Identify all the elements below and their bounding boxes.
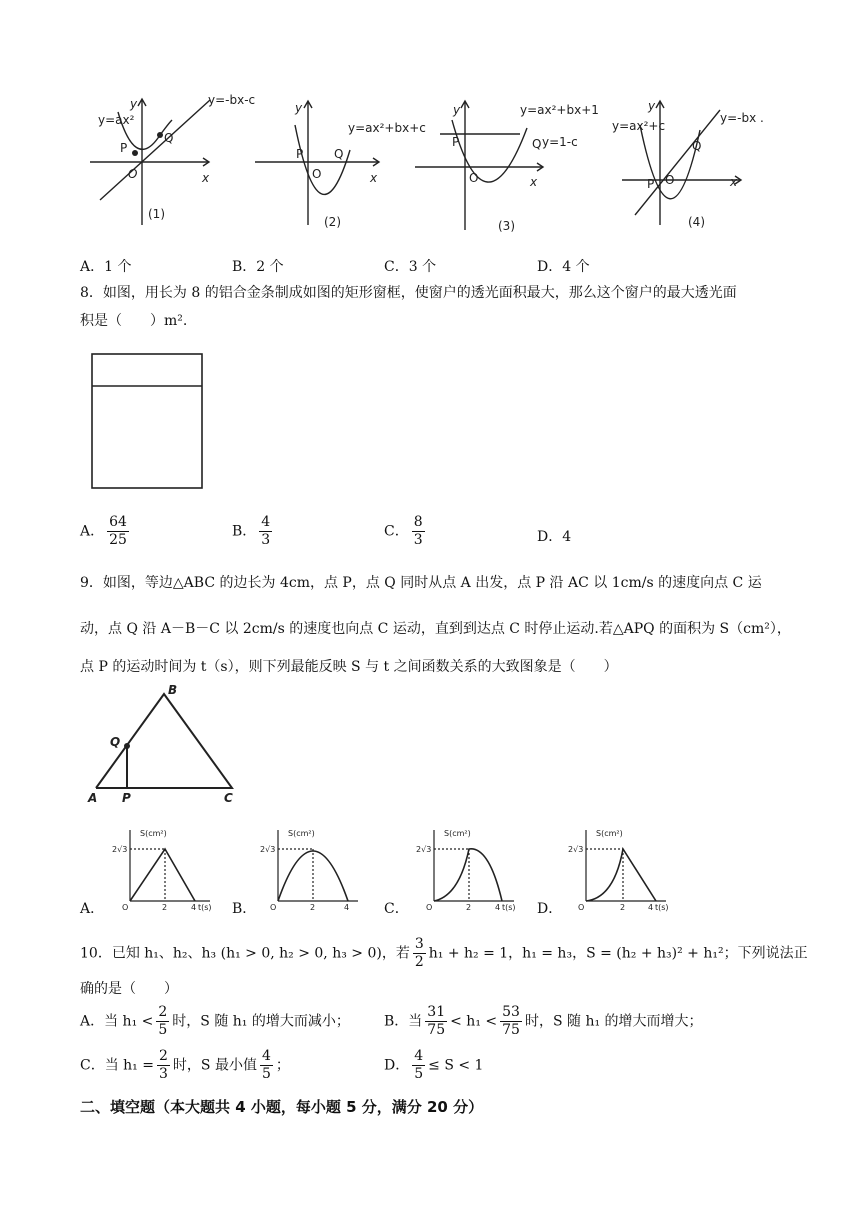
q7-g2-label: y=ax²+bx+c: [348, 121, 426, 135]
q7-g3-o: O: [469, 171, 479, 185]
gd-ytick: 2√3: [568, 845, 584, 854]
q7-g4-o: O: [665, 173, 675, 187]
gc-x4: 4: [495, 903, 501, 912]
q9-graph-d: [566, 826, 671, 916]
q7-g3-p: P: [452, 135, 460, 149]
q10-option-c: C．当 h₁ = $\frac{2}{3}$ 时，S 最小值 $\frac{4}{5}$ ；: [80, 1048, 290, 1082]
q7-option-b: B．2 个: [232, 259, 284, 275]
gc-xunit: t(s): [502, 903, 516, 912]
q7-g1-p: P: [120, 141, 128, 155]
q7-g4-label: y=ax²+c: [612, 119, 666, 133]
gd-xunit: t(s): [655, 903, 669, 912]
q9-label-p: P: [122, 791, 131, 805]
q9-line2: 动，点 Q 沿 A－B－C 以 2cm/s 的速度也向点 C 运动，直到到达点 C 时停止运动.若△APQ 的面积为 S（cm²），: [80, 621, 791, 637]
q9-line3: 点 P 的运动时间为 t（s），则下列最能反映 S 与 t 之间函数关系的大致图象是（ ）: [80, 659, 618, 675]
q7-g4-q: Q: [692, 139, 702, 153]
q9-option-c: C．: [384, 901, 409, 917]
q7-g2-q: Q: [334, 147, 344, 161]
ga-xunit: t(s): [198, 903, 212, 912]
q9-label-c: C: [224, 791, 233, 805]
q8-window-frame: [90, 352, 205, 492]
q7-g2-y: y: [295, 101, 303, 115]
gb-ytick: 2√3: [260, 845, 276, 854]
q7-g3-caption: (3): [498, 219, 515, 233]
q7-g3-label: y=ax²+bx+1: [520, 103, 599, 117]
q9-option-b: B．: [232, 901, 257, 917]
gc-ytick: 2√3: [416, 845, 432, 854]
gb-x4: 4: [344, 903, 350, 912]
q7-g1-x: x: [202, 171, 210, 185]
q7-option-d: D．4 个: [537, 259, 590, 275]
q7-g3-q: Q: [532, 137, 542, 151]
q8-option-b: B． $\frac{4}{3}$: [232, 514, 271, 548]
q7-option-a: A．1 个: [80, 259, 132, 275]
section-2-title: 二、填空题（本大题共 4 小题，每小题 5 分，满分 20 分）: [80, 1098, 484, 1116]
gc-ylabel: S(cm²): [444, 829, 471, 838]
q7-g1-line-label: y=-bx-c: [208, 93, 256, 107]
q7-option-c: C．3 个: [384, 259, 437, 275]
gb-ylabel: S(cm²): [288, 829, 315, 838]
q7-g4-x: x: [730, 175, 738, 189]
q7-g1-o: O: [128, 167, 138, 181]
q7-g2-p: P: [296, 147, 304, 161]
gc-o: O: [426, 903, 433, 912]
q7-g4-y: y: [648, 99, 656, 113]
q7-g2-o: O: [312, 167, 322, 181]
ga-x2: 2: [162, 903, 168, 912]
q9-label-b: B: [168, 683, 178, 697]
q9-graph-b: [258, 826, 363, 916]
q10-option-b: B．当 $\frac{31}{75}$ < h₁ < $\frac{53}{75}$ 时，S 随 h₁ 的增大而增大；: [384, 1004, 703, 1038]
q9-triangle: [84, 682, 244, 807]
q7-g3-y: y: [453, 103, 461, 117]
q9-line1: 9．如图，等边△ABC 的边长为 4cm，点 P，点 Q 同时从点 A 出发，点 P 沿 AC 以 1cm/s 的速度向点 C 运: [80, 575, 762, 591]
q7-g4-caption: (4): [688, 215, 705, 229]
gb-x2: 2: [310, 903, 316, 912]
q7-g4-line-label: y=-bx .: [720, 111, 764, 125]
q7-g1-parabola-label: y=ax²: [98, 113, 135, 127]
gd-x2: 2: [620, 903, 626, 912]
q9-option-d: D．: [537, 901, 563, 917]
q8-option-c: C． $\frac{8}{3}$: [384, 514, 423, 548]
q10-option-d: D． $\frac{4}{5}$ ≤ S < 1: [384, 1048, 484, 1082]
q8-option-a: A． $\frac{64}{25}$: [80, 514, 127, 548]
q7-graphs: [80, 90, 780, 240]
q7-g4-p: P: [647, 177, 655, 191]
ga-ytick: 2√3: [112, 845, 128, 854]
q7-g1-caption: (1): [148, 207, 165, 221]
ga-o: O: [122, 903, 129, 912]
q9-graph-c: [414, 826, 519, 916]
q9-label-q: Q: [110, 735, 121, 749]
q9-graph-a: [110, 826, 215, 916]
q7-g2-x: x: [370, 171, 378, 185]
q8-line2: 积是（ ）m².: [80, 313, 188, 329]
q7-g1-q: Q: [164, 131, 174, 145]
ga-x4: 4: [191, 903, 197, 912]
gd-o: O: [578, 903, 585, 912]
q9-label-a: A: [88, 791, 98, 805]
ga-ylabel: S(cm²): [140, 829, 167, 838]
q7-g3-line-label: y=1-c: [542, 135, 578, 149]
q8-line1: 8．如图，用长为 8 的铝合金条制成如图的矩形窗框，使窗户的透光面积最大，那么这个窗户的最大透光面: [80, 285, 737, 301]
gd-x4: 4: [648, 903, 654, 912]
q8-option-d: D．4: [537, 529, 572, 545]
q7-g3-x: x: [530, 175, 538, 189]
q7-g2-caption: (2): [324, 215, 341, 229]
q9-option-a: A．: [80, 901, 105, 917]
gd-ylabel: S(cm²): [596, 829, 623, 838]
gc-x2: 2: [466, 903, 472, 912]
q10-line1: 10．已知 h₁、h₂、h₃ (h₁ > 0, h₂ > 0, h₃ > 0)，若 $\frac{3}{2}$ h₁ + h₂ = 1，h₁ = h₃，S = (h₂ + h₃)² + h₁²；下列说法正: [80, 936, 808, 970]
gb-o: O: [270, 903, 277, 912]
q10-line2: 确的是（ ）: [80, 981, 178, 997]
q7-g1-y: y: [130, 97, 138, 111]
q10-option-a: A．当 h₁ < $\frac{2}{5}$ 时，S 随 h₁ 的增大而减小；: [80, 1004, 350, 1038]
